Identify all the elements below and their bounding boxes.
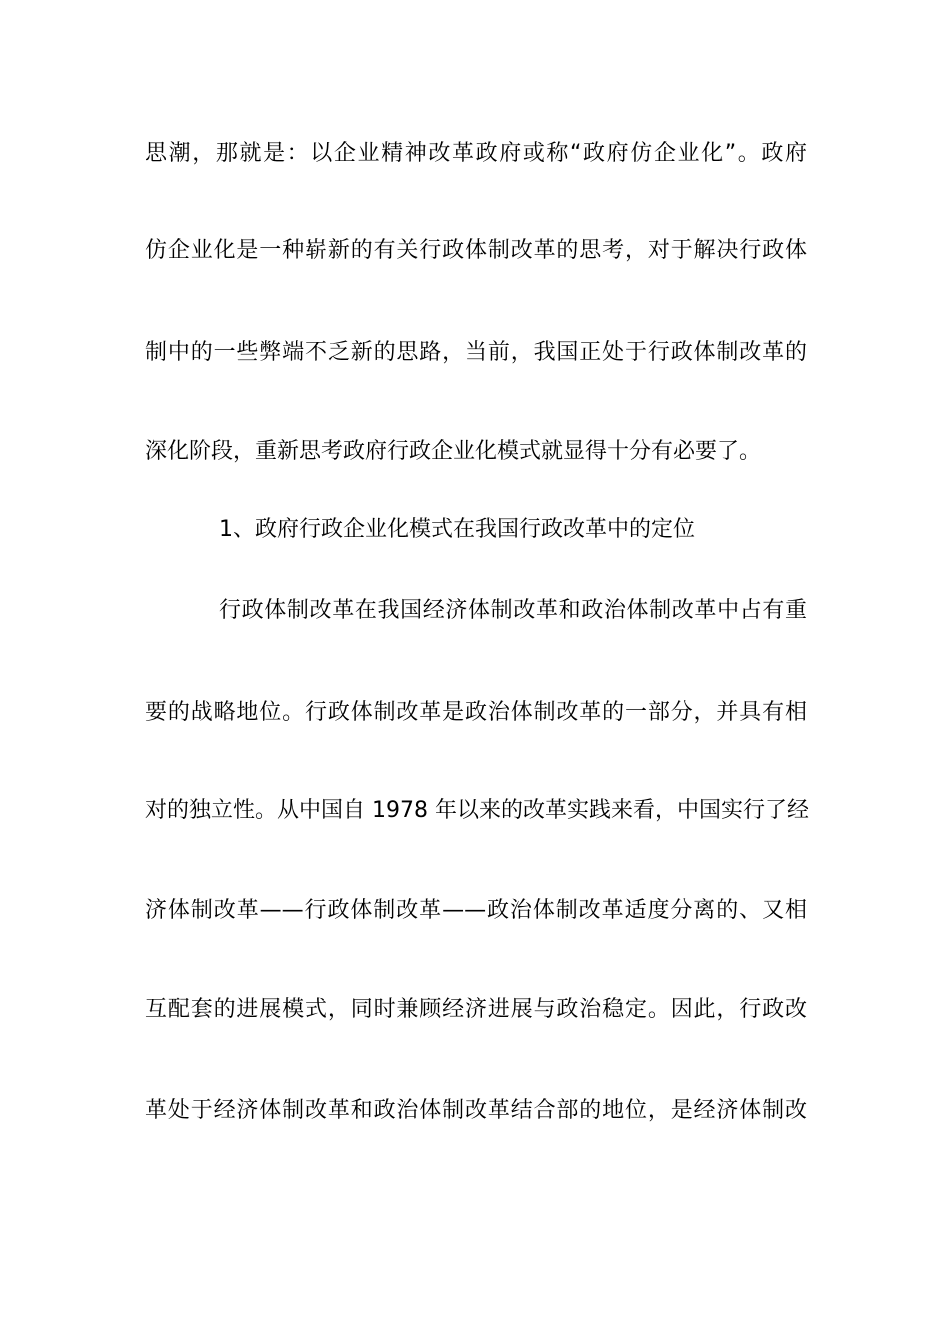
paragraph-line: 仿企业化是一种崭新的有关行政体制改革的思考，对于解决行政体 [145, 238, 807, 263]
paragraph-line: 深化阶段，重新思考政府行政企业化模式就显得十分有必要了。 [145, 439, 762, 464]
paragraph-line: 制中的一些弊端不乏新的思路，当前，我国正处于行政体制改革的 [145, 340, 807, 365]
paragraph-line: 对的独立性。从中国自 1978 年以来的改革实践来看，中国实行了经 [145, 798, 809, 823]
paragraph-line: 思潮，那就是：以企业精神改革政府或称“政府仿企业化”。政府 [145, 141, 807, 166]
paragraph-line: 行政体制改革在我国经济体制改革和政治体制改革中占有重 [219, 598, 807, 623]
paragraph-line: 革处于经济体制改革和政治体制改革结合部的地位，是经济体制改 [145, 1098, 807, 1123]
paragraph-line: 互配套的进展模式，同时兼顾经济进展与政治稳定。因此，行政改 [145, 997, 807, 1022]
paragraph-line: 要的战略地位。行政体制改革是政治体制改革的一部分，并具有相 [145, 700, 807, 725]
section-heading: 1、政府行政企业化模式在我国行政改革中的定位 [219, 517, 695, 542]
paragraph-line: 济体制改革——行政体制改革——政治体制改革适度分离的、又相 [145, 898, 807, 923]
